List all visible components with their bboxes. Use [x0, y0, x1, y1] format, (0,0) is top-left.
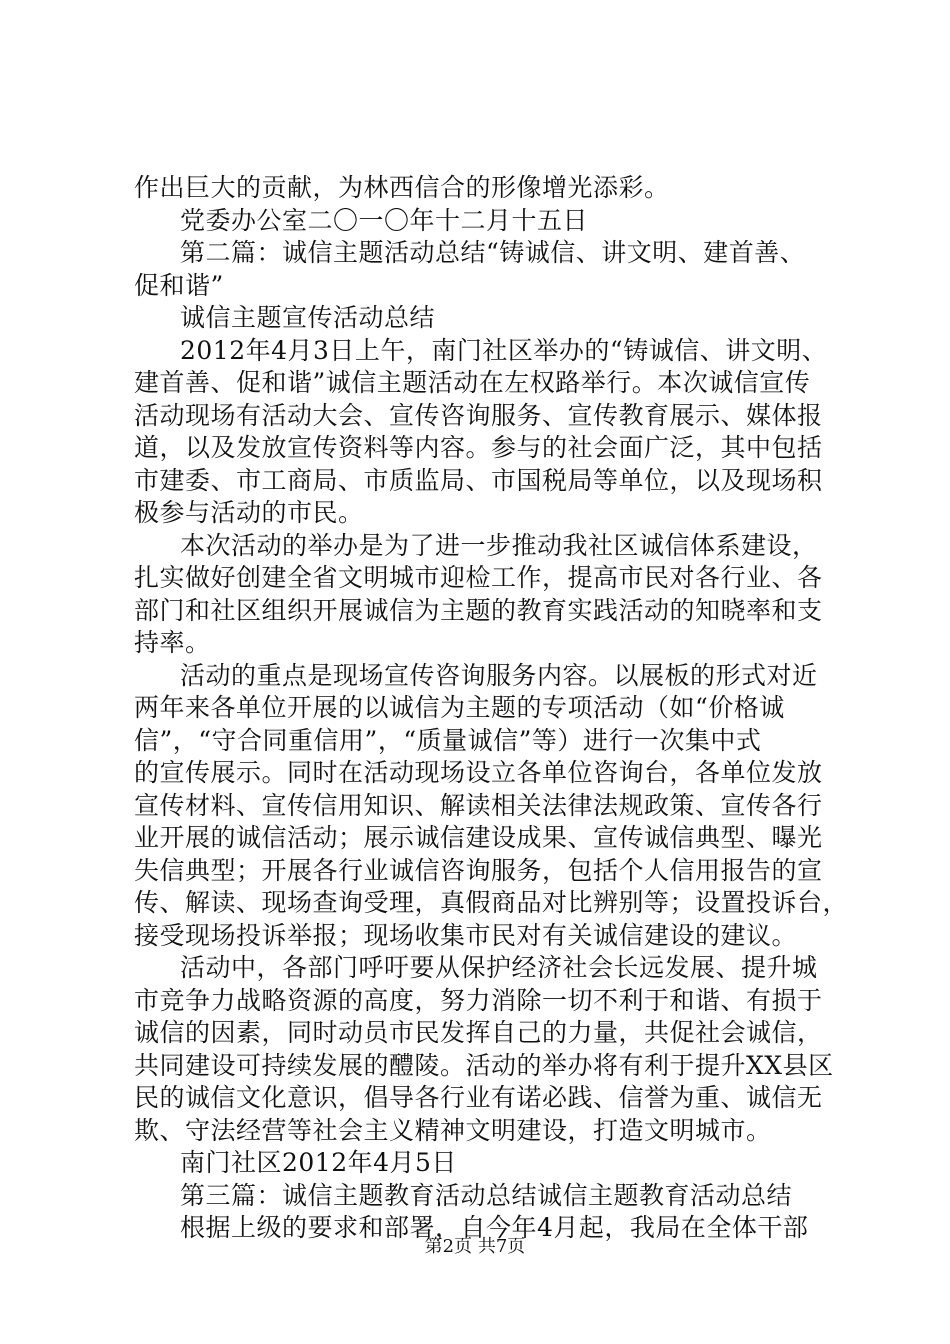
document-body [134, 172, 849, 1245]
text-line: 的宣传展示。同时在活动现场设立各单位咨询台，各单位发放 [134, 758, 823, 787]
text-line: 根据上级的要求和部署，自今年4月起，我局在全体干部 [180, 1213, 809, 1242]
text-line: 第二篇：诚信主题活动总结“铸诚信、讲文明、建首善、 [180, 238, 806, 267]
text-line: 建首善、促和谐”诚信主题活动在左权路举行。本次诚信宣传 [134, 368, 811, 397]
text-line: 宣传材料、宣传信用知识、解读相关法律法规政策、宣传各行 [134, 790, 823, 820]
text-line: 部门和社区组织开展诚信为主题的教育实践活动的知晓率和支 [134, 595, 823, 625]
text-line: 两年来各单位开展的以诚信为主题的专项活动（如“价格诚 [134, 693, 785, 722]
text-line: 2012年4月3日上午，南门社区举办的“铸诚信、讲文明、 [180, 335, 828, 365]
text-line: 活动的重点是现场宣传咨询服务内容。以展板的形式对近 [180, 660, 818, 690]
text-line: 诚信的因素，同时动员市民发挥自己的力量，共促社会诚信， [134, 1018, 823, 1047]
text-line: 失信典型；开展各行业诚信咨询服务，包括个人信用报告的宣 [134, 855, 823, 885]
text-line: 极参与活动的市民。 [134, 498, 364, 527]
text-line: 市建委、市工商局、市质监局、市国税局等单位，以及现场积 [134, 465, 823, 495]
text-line: 信”，“守合同重信用”，“质量诚信”等）进行一次集中式 [134, 725, 762, 755]
text-line: 欺、守法经营等社会主义精神文明建设，打造文明城市。 [134, 1115, 772, 1145]
text-line: 传、解读、现场查询受理，真假商品对比辨别等；设置投诉台， [134, 888, 849, 917]
text-line: 作出巨大的贡献，为林西信合的形像增光添彩。 [134, 173, 670, 202]
text-line: 活动中，各部门呼吁要从保护经济社会长远发展、提升城 [180, 953, 818, 982]
text-line: 促和谐” [134, 270, 224, 300]
text-line: 持率。 [134, 628, 211, 657]
text-line: 第三篇：诚信主题教育活动总结诚信主题教育活动总结 [180, 1180, 793, 1210]
text-line: 南门社区2012年4月5日 [180, 1148, 457, 1177]
text-line: 活动现场有活动大会、宣传咨询服务、宣传教育展示、媒体报 [134, 400, 823, 430]
text-line: 本次活动的举办是为了进一步推动我社区诚信体系建设， [180, 530, 818, 560]
text-line: 诚信主题宣传活动总结 [180, 303, 436, 332]
text-line: 接受现场投诉举报；现场收集市民对有关诚信建设的建议。 [134, 920, 798, 950]
text-line: 业开展的诚信活动；展示诚信建设成果、宣传诚信典型、曝光 [134, 823, 823, 852]
text-line: 民的诚信文化意识，倡导各行业有诺必践、信誉为重、诚信无 [134, 1083, 823, 1112]
text-line: 市竞争力战略资源的高度，努力消除一切不利于和谐、有损于 [134, 985, 823, 1015]
text-line: 共同建设可持续发展的醴陵。活动的举办将有利于提升XX县区 [134, 1050, 834, 1080]
page-footer: 第2页 共7页 [424, 1236, 526, 1257]
text-line: 扎实做好创建全省文明城市迎检工作，提高市民对各行业、各 [134, 563, 823, 592]
text-line: 党委办公室二〇一〇年十二月十五日 [180, 205, 589, 235]
text-line: 道，以及发放宣传资料等内容。参与的社会面广泛，其中包括 [134, 433, 823, 462]
